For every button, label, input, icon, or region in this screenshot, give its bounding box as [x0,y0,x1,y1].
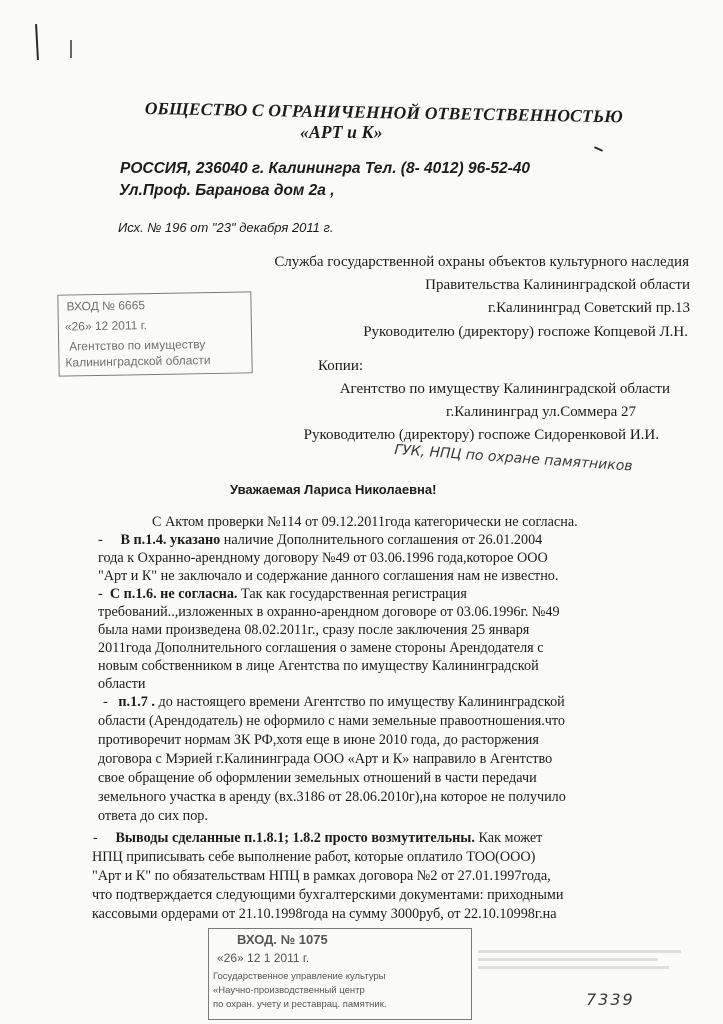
body-line: противоречит нормам ЗК РФ,хотя еще в июне 2010 года, до расторжения [98,732,539,748]
address-line2: Ул.Проф. Баранова дом 2а , [119,182,335,199]
scan-mark [594,146,603,152]
item-heading: В п.1.4. указано [120,532,221,548]
body-line: области (Арендодатель) не оформило с нами земельные правоотношения.что [98,713,566,729]
body-intro: С Актом проверки №114 от 09.12.2011года категорически не согласна. [152,514,578,530]
body-item-1-7 [103,694,565,711]
body-item-1-4 [98,532,542,549]
stamp-date: «26» 12 1 2011 г. [217,951,310,965]
item-heading: С п.1.6. не согласна. [109,586,238,602]
salutation: Уважаемая Лариса Николаевна! [230,482,437,497]
stamp-number: ВХОД. № 1075 [237,932,328,947]
body-line: 2011года Дополнительного соглашения о замене стороны Арендодателя с [98,640,544,656]
body-line: "Арт и К" по обязательствам НПЦ в рамках договора №2 от 27.01.1997года, [92,868,551,884]
recipient-line3: г.Калининград Советский пр.13 [487,300,690,316]
body-line: земельного участка в аренду (вх.3186 от 28.06.2010г),на которое не получило [98,789,566,805]
body-line: области [98,676,146,692]
body-line: новым собственником в лице Агентства по имуществу Калининградской [98,658,539,674]
handwritten-note: ГУК, НПЦ по охране памятников [393,442,634,475]
stamp-org-line2: «Научно-производственный центр [213,985,365,996]
handwritten-number: 7339 [586,990,635,1009]
item-text: до настоящего времени Агентство по имуществу Калининградской [154,694,565,710]
incoming-stamp-culture [208,928,472,1020]
body-line: договора с Мэрией г.Калининграда ООО «Арт и К» направило в Агентство [98,751,553,767]
copy-line2: г.Калининград ул.Соммера 27 [446,404,636,420]
body-line: года к Охранно-арендному договору №49 от 03.06.1996 года,которое ООО [98,550,548,566]
body-line: свое обращение об оформлении земельных отношений в части передачи [98,770,537,786]
body-line: ответа до сих пор. [98,808,208,824]
body-line: требований..,изложенных в охранно-арендном договоре от 03.06.1996г. №49 [98,604,560,620]
stamp-org-line1: Агентство по имуществу [69,337,206,354]
incoming-stamp-agency [57,291,252,376]
body-line: была нами произведена 08.02.2011г., сразу после заключения 25 января [98,622,530,638]
body-item-1-8 [93,830,542,847]
margin-mark [35,24,39,60]
copy-line1: Агентство по имуществу Калининградской области [339,381,670,397]
body-line: кассовыми ордерами от 21.10.1998года на сумму 3000руб, от 22.10.10998г.на [92,906,557,922]
org-name-line2: «АРТ и К» [300,122,383,142]
copy-line3: Руководителю (директору) госпоже Сидоренковой И.И. [303,427,659,443]
list-dash: - [98,532,103,548]
item-text: Так как государственная регистрация [237,586,467,602]
faded-bleed-through [478,944,703,984]
stamp-number: ВХОД № 6665 [66,298,146,314]
stamp-date: «26» 12 2011 г. [64,318,148,334]
body-item-1-6 [98,586,467,603]
stamp-org-line3: по охран. учету и реставрац. памятник. [213,999,387,1010]
list-dash: - [103,694,108,710]
stamp-org-line1: Государственное управление культуры [213,971,386,982]
margin-mark [70,40,72,58]
recipient-line2: Правительства Калининградской области [425,277,690,293]
org-name-line1: ОБЩЕСТВО С ОГРАНИЧЕННОЙ ОТВЕТСТВЕННОСТЬЮ [144,98,624,127]
recipient-line4: Руководителю (директору) госпоже Копцевой Л.Н. [363,324,688,340]
list-dash: - [98,586,103,602]
item-text: Как может [474,830,543,846]
outgoing-reference: Исх. № 196 от "23" декабря 2011 г. [118,220,334,235]
body-line: что подтверждается следующими бухгалтерскими документами: приходными [92,887,564,903]
copies-label: Копии: [318,358,364,374]
body-line: "Арт и К" не заключало и содержание данного соглашения нам не известно. [98,568,559,584]
list-dash: - [93,830,98,846]
item-heading: п.1.7 . [118,694,155,710]
body-line: НПЦ приписывать себе выполнение работ, которые оплатило ТОО(ООО) [92,849,536,865]
item-text: наличие Дополнительного соглашения от 26.01.2004 [220,532,543,548]
address-line1: РОССИЯ, 236040 г. Калинингра Тел. (8- 4012) 96-52-40 [120,160,531,177]
stamp-org-line2: Калининградской области [65,353,211,370]
recipient-line1: Служба государственной охраны объектов культурного наследия [274,254,689,270]
item-heading: Выводы сделанные п.1.8.1; 1.8.2 просто возмутительны. [115,830,475,846]
